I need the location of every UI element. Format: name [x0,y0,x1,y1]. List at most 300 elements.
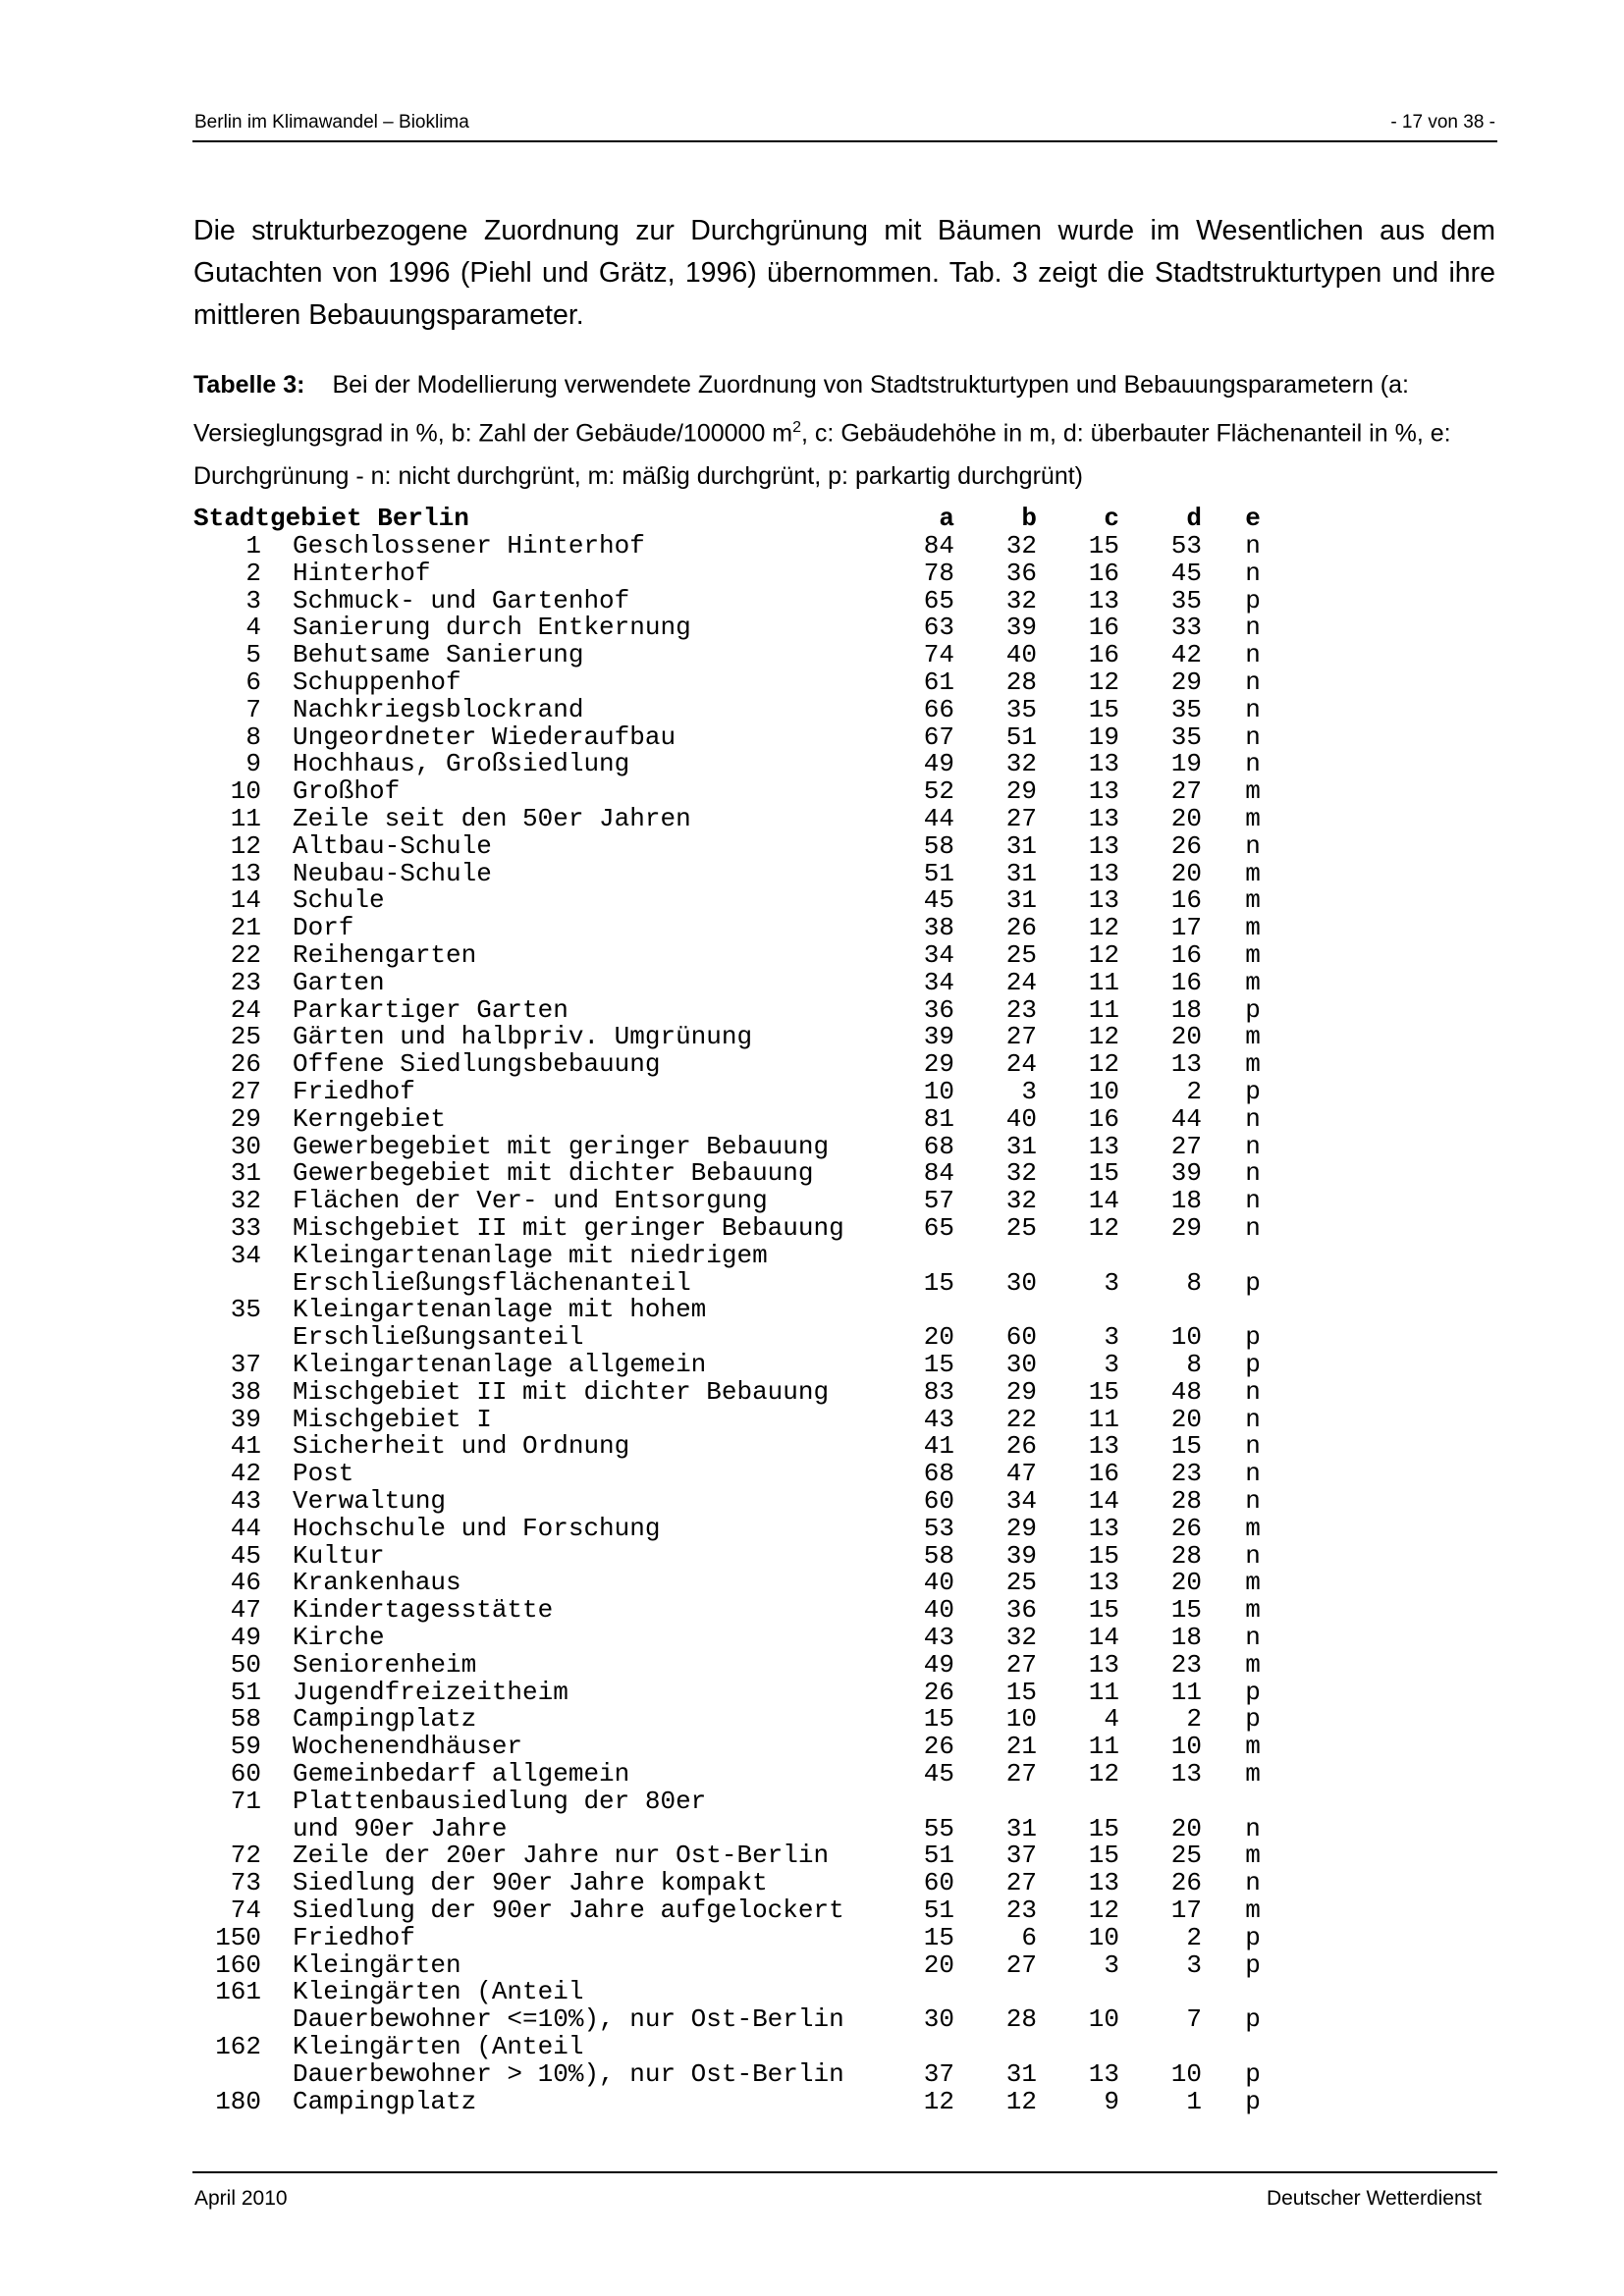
table-cell-num: 24 [230,994,261,1025]
table-cell-b: 12 [1005,2086,1037,2116]
table-cell-c: 9 [1104,2086,1119,2116]
table-cell-a: 15 [923,1350,954,1379]
table-cell-d: 44 [1170,1103,1202,1134]
table-cell-c: 12 [1088,940,1119,970]
table-row [0,1487,1624,1515]
table-cell-name: Campingplatz [293,1704,477,1735]
table-cell-c: 14 [1088,1486,1119,1516]
table-cell-num: 150 [215,1922,261,1952]
table-cell-name: Kerngebiet [293,1103,447,1134]
table-cell-b: 37 [1005,1841,1037,1871]
table-cell-name: Schmuck- und Gartenhof [293,585,630,615]
table-cell-name: Ungeordneter Wiederaufbau [293,721,677,752]
table-cell-c: 10 [1088,1922,1119,1952]
table-cell-e: n [1245,613,1261,643]
table-cell-a: 43 [923,1623,954,1652]
table-cell-c: 10 [1088,1077,1119,1106]
table-row [0,1705,1624,1733]
table-cell-d: 18 [1170,994,1202,1025]
table-row [0,1569,1624,1596]
table-cell-a: 43 [923,1404,954,1434]
table-cell-e: p [1245,2058,1261,2089]
table-cell-c: 16 [1088,558,1119,588]
table-cell-num: 1 [245,531,261,561]
table-cell-d: 20 [1170,858,1202,888]
table-row [0,1679,1624,1706]
table-cell-c: 13 [1088,1649,1119,1680]
table-cell-a: 45 [923,1759,954,1789]
table-cell-e: n [1245,640,1261,670]
table-cell-b: 32 [1005,749,1037,779]
table-cell-e: n [1245,1131,1261,1161]
table-cell-e: p [1245,2086,1261,2116]
table-cell-name: Friedhof [293,1922,415,1952]
table-cell-c: 3 [1104,1949,1119,1980]
table-cell-b: 34 [1005,1486,1037,1516]
table-cell-e: m [1245,858,1261,888]
table-cell-b: 30 [1005,1350,1037,1379]
table-cell-b: 29 [1005,1376,1037,1407]
table-row [0,1050,1624,1078]
table-cell-d: 23 [1170,1649,1202,1680]
table-cell-a: 58 [923,1540,954,1571]
table-cell-num: 21 [230,913,261,943]
table-cell-e: p [1245,1350,1261,1379]
table-cell-e: m [1245,967,1261,997]
table-cell-num: 26 [230,1049,261,1080]
table-cell-num: 8 [245,721,261,752]
table-row [0,805,1624,832]
table-row [0,1296,1624,1323]
table-cell-e: n [1245,1868,1261,1898]
table-cell-b: 27 [1005,1868,1037,1898]
page-footer [192,2183,1497,2213]
table-cell-e: m [1245,885,1261,916]
table-cell-num: 9 [245,749,261,779]
table-cell-name: Behutsame Sanierung [293,640,584,670]
table-cell-b: 27 [1005,1649,1037,1680]
table-cell-d: 53 [1170,531,1202,561]
table-cell-b: 23 [1005,1896,1037,1925]
table-cell-c: 14 [1088,1186,1119,1216]
table-cell-c: 12 [1088,913,1119,943]
table-cell-b: 29 [1005,776,1037,807]
table-cell-name: Zeile seit den 50er Jahren [293,804,691,833]
table-cell-a: 61 [923,667,954,697]
table-header-b: b [1021,504,1037,533]
table-row [0,1105,1624,1133]
table-row [0,1951,1624,1979]
table-cell-name: Erschließungsanteil [293,1322,584,1353]
table-cell-num: 180 [215,2086,261,2116]
table-cell-e: n [1245,1486,1261,1516]
table-cell-b: 26 [1005,1431,1037,1462]
table-cell-d: 20 [1170,1568,1202,1598]
table-row [0,668,1624,696]
table-row [0,777,1624,805]
table-cell-b: 25 [1005,940,1037,970]
table-cell-e: n [1245,531,1261,561]
table-row [0,560,1624,587]
table-cell-c: 12 [1088,1759,1119,1789]
table-cell-num: 161 [215,1977,261,2007]
table-cell-a: 55 [923,1813,954,1843]
table-cell-a: 30 [923,2004,954,2035]
table-cell-b: 27 [1005,1759,1037,1789]
table-row [0,1542,1624,1570]
table-row [0,1406,1624,1433]
table-cell-num: 10 [230,776,261,807]
table-cell-e: m [1245,1568,1261,1598]
table-cell-e: m [1245,1649,1261,1680]
table-cell-a: 15 [923,1267,954,1298]
table-cell-name: und 90er Jahre [293,1813,508,1843]
footer-date: April 2010 [194,2187,288,2210]
table-cell-d: 29 [1170,667,1202,697]
table-cell-a: 20 [923,1949,954,1980]
table-cell-e: m [1245,804,1261,833]
table-cell-c: 13 [1088,776,1119,807]
table-cell-b: 29 [1005,1513,1037,1543]
table-cell-name: Nachkriegsblockrand [293,694,584,724]
table-cell-name: Reihengarten [293,940,477,970]
table-cell-c: 11 [1088,1732,1119,1762]
table-cell-a: 10 [923,1077,954,1106]
table-cell-d: 13 [1170,1759,1202,1789]
table-cell-name: Verwaltung [293,1486,447,1516]
table-cell-d: 10 [1170,1322,1202,1353]
table-cell-a: 34 [923,940,954,970]
table-row [0,996,1624,1024]
table-cell-num: 25 [230,1022,261,1052]
table-cell-name: Hochschule und Forschung [293,1513,661,1543]
table-cell-b: 35 [1005,694,1037,724]
table-cell-c: 13 [1088,585,1119,615]
table-row [0,1187,1624,1214]
table-cell-a: 65 [923,585,954,615]
table-row [0,1159,1624,1187]
table-cell-c: 13 [1088,804,1119,833]
table-cell-a: 38 [923,913,954,943]
table-cell-b: 27 [1005,1949,1037,1980]
table-cell-b: 3 [1021,1077,1037,1106]
table-row [0,1596,1624,1624]
table-cell-d: 8 [1186,1350,1202,1379]
table-cell-a: 68 [923,1459,954,1489]
table-cell-d: 26 [1170,1513,1202,1543]
table-cell-e: n [1245,1158,1261,1189]
table-cell-num: 13 [230,858,261,888]
table-cell-b: 32 [1005,585,1037,615]
table-cell-c: 13 [1088,1431,1119,1462]
table-cell-num: 49 [230,1623,261,1652]
table-row [0,1624,1624,1651]
table-cell-c: 3 [1104,1322,1119,1353]
table-caption-text-rest: , c: Gebäudehöhe in m, d: überbauter Flächenanteil in %, e: Durchgrünung - n: nicht durchgrünt, m: mäßig durchgrünt, p: parkartig durchgrünt) [193,419,1451,491]
table-cell-b: 31 [1005,2058,1037,2089]
table-row [0,1378,1624,1406]
table-cell-num: 6 [245,667,261,697]
intro-paragraph: Die strukturbezogene Zuordnung zur Durchgrünung mit Bäumen wurde im Wesentlichen aus dem Gutachten von 1996 (Piehl und Grätz, 1996) übernommen. Tab. 3 zeigt die Stadtstrukturtypen und ihre mittleren Bebauungsparameter. [193,215,1495,331]
table-cell-b: 31 [1005,885,1037,916]
table-cell-num: 43 [230,1486,261,1516]
table-cell-a: 49 [923,749,954,779]
table-cell-b: 39 [1005,613,1037,643]
table-header-d: d [1186,504,1202,533]
table-header-e: e [1245,504,1261,533]
table-cell-b: 24 [1005,967,1037,997]
table-row [0,969,1624,996]
table-cell-c: 15 [1088,1841,1119,1871]
table-cell-e: p [1245,1322,1261,1353]
table-row [0,1133,1624,1160]
table-cell-c: 12 [1088,1896,1119,1925]
table-cell-e: n [1245,558,1261,588]
table-cell-a: 74 [923,640,954,670]
table-cell-e: p [1245,585,1261,615]
table-row [0,1924,1624,1951]
table-row [0,1078,1624,1105]
table-cell-d: 26 [1170,830,1202,861]
table-cell-d: 35 [1170,694,1202,724]
table-cell-b: 31 [1005,1813,1037,1843]
table-cell-e: m [1245,1513,1261,1543]
table-cell-b: 47 [1005,1459,1037,1489]
table-cell-b: 32 [1005,1158,1037,1189]
table-cell-d: 8 [1186,1267,1202,1298]
table-cell-d: 2 [1186,1704,1202,1735]
table-row [0,1242,1624,1269]
table-row [0,1815,1624,1842]
table-cell-num: 37 [230,1350,261,1379]
table-cell-name: Großhof [293,776,401,807]
table-cell-c: 3 [1104,1350,1119,1379]
table-cell-d: 29 [1170,1213,1202,1243]
table-row [0,1351,1624,1378]
table-row [0,1978,1624,2005]
table-cell-num: 14 [230,885,261,916]
table-cell-b: 22 [1005,1404,1037,1434]
table-cell-a: 84 [923,1158,954,1189]
table-cell-num: 46 [230,1568,261,1598]
table-cell-num: 7 [245,694,261,724]
table-cell-name: Plattenbausiedlung der 80er [293,1786,707,1816]
table-cell-a: 83 [923,1376,954,1407]
table-cell-num: 31 [230,1158,261,1189]
table-cell-c: 12 [1088,1213,1119,1243]
table-cell-c: 13 [1088,1513,1119,1543]
table-row [0,1023,1624,1050]
table-cell-c: 15 [1088,1540,1119,1571]
table-cell-a: 60 [923,1868,954,1898]
table-cell-d: 1 [1186,2086,1202,2116]
table-cell-name: Kleingärten [293,1949,461,1980]
table-cell-num: 42 [230,1459,261,1489]
table-cell-name: Kleingärten (Anteil [293,2032,584,2061]
table-row [0,1515,1624,1542]
table-cell-d: 16 [1170,967,1202,997]
table-cell-num: 50 [230,1649,261,1680]
table-cell-name: Siedlung der 90er Jahre kompakt [293,1868,768,1898]
table-row [0,723,1624,751]
table-cell-b: 36 [1005,558,1037,588]
table-row [0,1214,1624,1242]
table-cell-e: m [1245,940,1261,970]
table-caption-label: Tabelle 3: [193,371,305,399]
table-cell-a: 84 [923,531,954,561]
table-row [0,1323,1624,1351]
table-cell-e: p [1245,1677,1261,1707]
table-cell-b: 15 [1005,1677,1037,1707]
table-cell-name: Erschließungsflächenanteil [293,1267,691,1298]
table-cell-name: Kleingartenanlage mit hohem [293,1295,707,1325]
table-cell-b: 31 [1005,858,1037,888]
table-cell-num: 34 [230,1240,261,1270]
table-cell-d: 20 [1170,804,1202,833]
table-cell-name: Seniorenheim [293,1649,477,1680]
table-cell-num: 44 [230,1513,261,1543]
table-cell-d: 16 [1170,940,1202,970]
table-cell-c: 4 [1104,1704,1119,1735]
table-cell-b: 25 [1005,1568,1037,1598]
table-cell-e: n [1245,667,1261,697]
table-cell-c: 11 [1088,1677,1119,1707]
table-cell-num: 35 [230,1295,261,1325]
table-cell-c: 15 [1088,1813,1119,1843]
table-cell-e: n [1245,721,1261,752]
table-cell-b: 26 [1005,913,1037,943]
table-cell-e: n [1245,1459,1261,1489]
table-cell-a: 36 [923,994,954,1025]
table-cell-e: n [1245,1431,1261,1462]
table-row [0,914,1624,941]
table-cell-c: 13 [1088,749,1119,779]
table-cell-e: n [1245,1404,1261,1434]
table-cell-a: 58 [923,830,954,861]
table-cell-e: p [1245,1949,1261,1980]
table-cell-name: Mischgebiet II mit geringer Bebauung [293,1213,844,1243]
table-cell-d: 26 [1170,1868,1202,1898]
table-cell-a: 65 [923,1213,954,1243]
table-cell-num: 5 [245,640,261,670]
table-cell-d: 18 [1170,1623,1202,1652]
table-cell-c: 16 [1088,1459,1119,1489]
table-cell-e: n [1245,830,1261,861]
table-cell-num: 45 [230,1540,261,1571]
table-cell-name: Geschlossener Hinterhof [293,531,645,561]
table-cell-c: 15 [1088,1595,1119,1626]
table-cell-e: n [1245,749,1261,779]
table-row [0,1788,1624,1815]
table-cell-e: m [1245,1022,1261,1052]
table-row [0,587,1624,614]
table-cell-b: 60 [1005,1322,1037,1353]
table-cell-d: 39 [1170,1158,1202,1189]
table-cell-name: Krankenhaus [293,1568,461,1598]
table-cell-a: 60 [923,1486,954,1516]
table-cell-b: 32 [1005,1623,1037,1652]
table-row [0,2088,1624,2115]
table-cell-b: 31 [1005,1131,1037,1161]
table-cell-b: 39 [1005,1540,1037,1571]
table-cell-a: 67 [923,721,954,752]
table-cell-name: Kleingartenanlage allgemein [293,1350,707,1379]
table-cell-c: 11 [1088,1404,1119,1434]
table-cell-a: 15 [923,1922,954,1952]
table-cell-a: 81 [923,1103,954,1134]
table-cell-b: 40 [1005,640,1037,670]
table-cell-d: 11 [1170,1677,1202,1707]
table-cell-num: 71 [230,1786,261,1816]
table-cell-e: p [1245,1077,1261,1106]
table-cell-b: 27 [1005,1022,1037,1052]
table-cell-c: 13 [1088,1568,1119,1598]
table-cell-d: 23 [1170,1459,1202,1489]
table-cell-name: Friedhof [293,1077,415,1106]
table-cell-num: 32 [230,1186,261,1216]
table-cell-c: 19 [1088,721,1119,752]
table-cell-b: 40 [1005,1103,1037,1134]
running-title: Berlin im Klimawandel – Bioklima [194,112,469,133]
table-cell-a: 41 [923,1431,954,1462]
table-row [0,1869,1624,1896]
table-cell-c: 12 [1088,1049,1119,1080]
table-cell-num: 41 [230,1431,261,1462]
table-cell-d: 15 [1170,1431,1202,1462]
table-cell-d: 7 [1186,2004,1202,2035]
table-cell-e: m [1245,1732,1261,1762]
table-cell-e: m [1245,1595,1261,1626]
table-cell-d: 42 [1170,640,1202,670]
table-header-c: c [1104,504,1119,533]
table-cell-e: m [1245,1759,1261,1789]
table-cell-num: 47 [230,1595,261,1626]
table-cell-num: 4 [245,613,261,643]
table-row [0,1842,1624,1869]
table-cell-d: 18 [1170,1186,1202,1216]
table-cell-e: m [1245,1841,1261,1871]
table-cell-e: p [1245,1922,1261,1952]
table-row [0,1896,1624,1924]
table-cell-num: 29 [230,1103,261,1134]
table-cell-a: 52 [923,776,954,807]
table-header-row [0,505,1624,532]
table-cell-name: Hochhaus, Großsiedlung [293,749,630,779]
table-cell-c: 13 [1088,1131,1119,1161]
table-row [0,750,1624,777]
table-cell-name: Offene Siedlungsbebauung [293,1049,661,1080]
table-cell-name: Gewerbegebiet mit dichter Bebauung [293,1158,814,1189]
table-cell-a: 29 [923,1049,954,1080]
table-row [0,886,1624,914]
table-cell-a: 53 [923,1513,954,1543]
table-cell-d: 27 [1170,776,1202,807]
table-cell-c: 16 [1088,640,1119,670]
table-cell-e: m [1245,776,1261,807]
table-cell-e: n [1245,1813,1261,1843]
table-cell-name: Kleingartenanlage mit niedrigem [293,1240,768,1270]
table-cell-c: 13 [1088,858,1119,888]
table-cell-a: 44 [923,804,954,833]
table-cell-num: 73 [230,1868,261,1898]
table-cell-b: 25 [1005,1213,1037,1243]
table-cell-name: Gärten und halbpriv. Umgrünung [293,1022,753,1052]
table-cell-a: 40 [923,1595,954,1626]
footer-rule [192,2171,1497,2173]
table-cell-name: Parkartiger Garten [293,994,568,1025]
table-cell-name: Garten [293,967,385,997]
table-cell-d: 27 [1170,1131,1202,1161]
